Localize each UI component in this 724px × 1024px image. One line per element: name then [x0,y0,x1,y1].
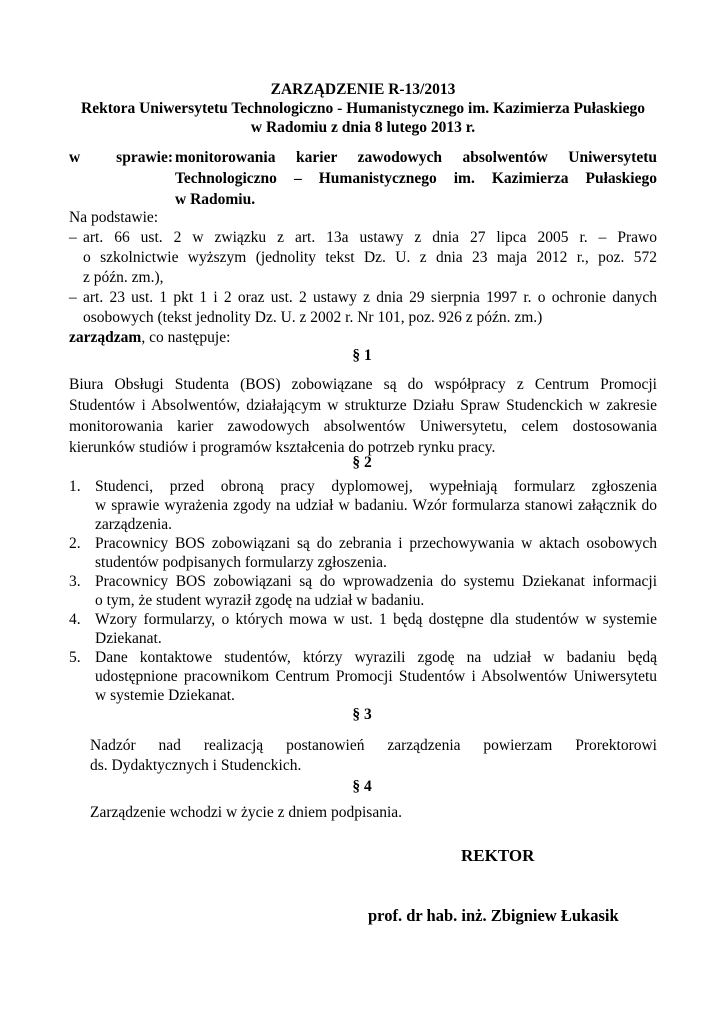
signature-title: REKTOR [461,846,535,865]
list-item: 5. Dane kontaktowe studentów, którzy wyrazili zgodę na udział w badaniu będą udostępnione pracownikom Centrum Promocji Studentów i Absolwentów Uniwersytetu w systemie Dziekanat. [69,649,657,704]
basis-list [69,228,657,328]
issuer-line: Rektora Uniwersytetu Technologiczno - Humanistycznego im. Kazimierza Pułaskiego [81,100,645,117]
section-2-list [69,477,657,705]
basis-intro: Na podstawie: [69,209,159,226]
list-item: – art. 23 ust. 1 pkt 1 i 2 oraz ust. 2 ustawy z dnia 29 sierpnia 1997 r. o ochronie danych osobowych (tekst jednolity Dz. U. z 2002 r. Nr 101, poz. 926 z późn. zm.) [69,288,657,328]
section-3-text: Nadzór nad realizacją postanowień zarządzenia powierzam Prorektorowi ds. Dydaktycznych i Studenckich. [90,737,657,774]
subject-label: w sprawie: [69,149,173,166]
document-title: ZARZĄDZENIE R-13/2013 [270,81,456,98]
signatory-name: prof. dr hab. inż. Zbigniew Łukasik [368,906,619,925]
list-item: 3. Pracownicy BOS zobowiązani są do wprowadzenia do systemu Dziekanat informacji o tym, że student wyraził zgodę na udział w badaniu. [69,573,657,609]
section-1-text: Biura Obsługi Studenta (BOS) zobowiązane są do współpracy z Centrum Promocji Studentów i Absolwentów, działającym w strukturze Działu Spraw Studenckich w zakresie monitorowania karier zawodowych absolwentów Uniwersytetu, celem dostosowania kierunków studiów i programów kształcenia do potrzeb rynku pracy. [69,376,657,456]
list-item: 2. Pracownicy BOS zobowiązani są do zebrania i przechowywania w aktach osobowych studentów podpisanych formularzy zgłoszenia. [69,535,657,571]
subject-block [69,147,657,210]
section-1-mark: § 1 [352,347,372,364]
section-2-text [69,477,657,705]
section-3-mark: § 3 [352,706,372,723]
date-line: w Radomiu z dnia 8 lutego 2013 r. [250,119,476,136]
document-header [60,80,666,137]
list-item: 4. Wzory formularzy, o których mowa w ust. 1 będą dostępne dla studentów w systemie Dziekanat. [69,611,657,647]
section-4-text: Zarządzenie wchodzi w życie z dniem podpisania. [90,804,403,821]
section-2-mark: § 2 [352,454,372,471]
orders-line: zarządzam, co następuje: [69,329,231,346]
list-item: – art. 66 ust. 2 w związku z art. 13a ustawy z dnia 27 lipca 2005 r. – Prawo o szkolnictwie wyższym (jednolity tekst Dz. U. z dnia 23 maja 2012 r., poz. 572 z późn. zm.), [69,228,657,288]
subject-text: monitorowania karier zawodowych absolwentów Uniwersytetu Technologiczno – Humanistycznego im. Kazimierza Pułaskiego w Radomiu. [175,149,657,208]
section-4-mark: § 4 [352,778,372,795]
legal-basis [69,208,657,328]
list-item: 1. Studenci, przed obroną pracy dyplomowej, wypełniają formularz zgłoszenia w sprawie wyrażenia zgody na udział w badaniu. Wzór formularza stanowi załącznik do zarządzenia. [69,478,657,533]
